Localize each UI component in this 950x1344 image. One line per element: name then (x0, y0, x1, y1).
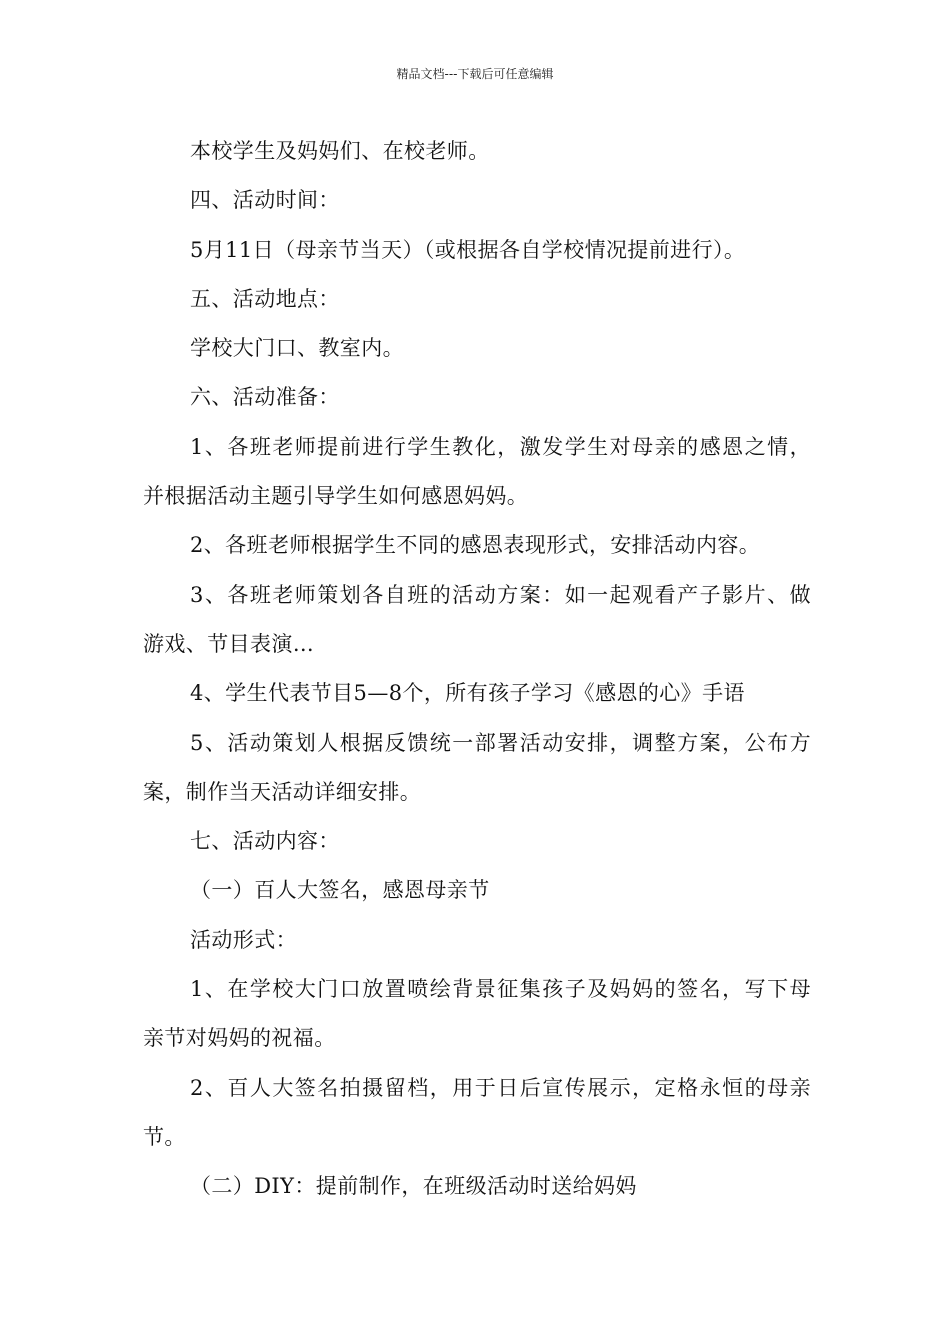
paragraph-line: 游戏、节目表演… (143, 631, 315, 656)
section-heading: 五、活动地点： (190, 286, 340, 311)
paragraph-line: 1、在学校大门口放置喷绘背景征集孩子及妈妈的签名，写下母 (190, 977, 811, 1002)
paragraph-line: 3、各班老师策划各自班的活动方案：如一起观看产子影片、做 (190, 582, 811, 607)
paragraph-line: 5、活动策划人根据反馈统一部署活动安排，调整方案，公布方 (190, 730, 811, 755)
paragraph-line: 案，制作当天活动详细安排。 (143, 779, 422, 804)
section-heading: 七、活动内容： (190, 829, 340, 854)
paragraph-line: 4、学生代表节目5—8个，所有孩子学习《感恩的心》手语 (190, 681, 745, 706)
document-body (143, 133, 811, 1218)
paragraph-line: 2、各班老师根据学生不同的感恩表现形式，安排活动内容。 (190, 533, 761, 558)
paragraph-line: 活动形式： (190, 927, 297, 952)
section-heading: 六、活动准备： (190, 385, 340, 410)
section-heading: 四、活动时间： (190, 188, 340, 213)
paragraph-line: 并根据活动主题引导学生如何感恩妈妈。 (143, 484, 529, 509)
paragraph-line: 2、百人大签名拍摄留档，用于日后宣传展示，定格永恒的母亲 (190, 1075, 811, 1100)
page-header: 精品文档---下载后可任意编辑 (396, 67, 554, 81)
subsection-heading: （二）DIY：提前制作，在班级活动时送给妈妈 (190, 1174, 637, 1199)
paragraph-line: 节。 (143, 1124, 186, 1149)
paragraph-line: 5月11日（母亲节当天）（或根据各自学校情况提前进行）。 (190, 237, 746, 262)
paragraph-line: 学校大门口、教室内。 (190, 336, 404, 361)
paragraph-line: 亲节对妈妈的祝福。 (143, 1026, 336, 1051)
subsection-heading: （一）百人大签名，感恩母亲节 (190, 878, 490, 903)
paragraph-line: 1、各班老师提前进行学生教化，激发学生对母亲的感恩之情， (190, 434, 811, 459)
paragraph-line: 本校学生及妈妈们、在校老师。 (190, 139, 490, 163)
